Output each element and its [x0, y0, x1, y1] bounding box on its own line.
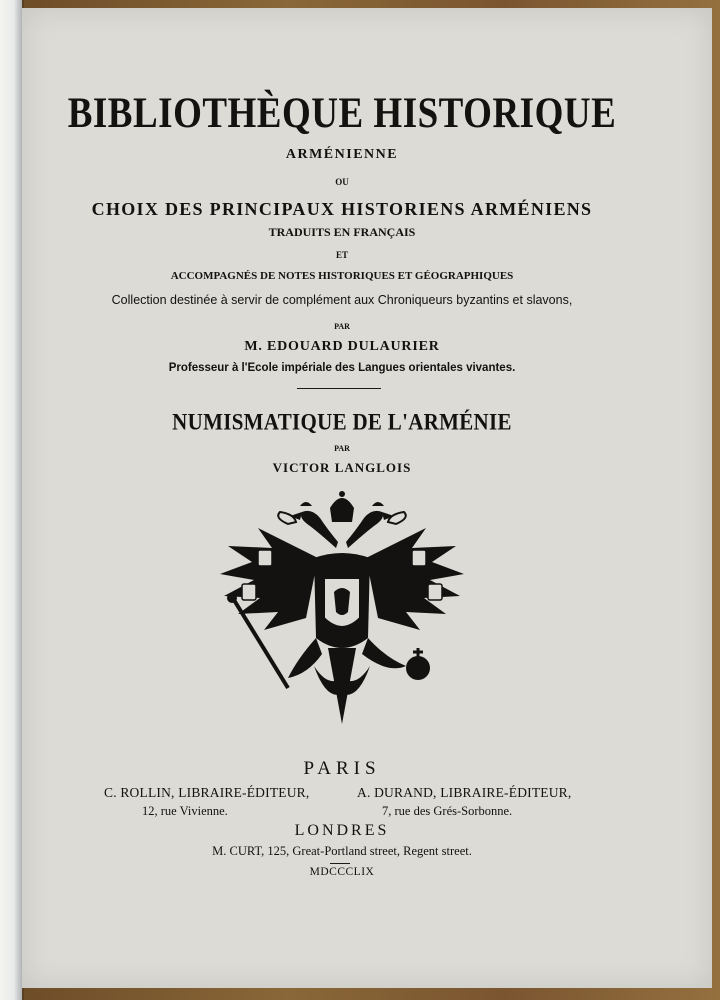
- series-author: M. EDOUARD DULAURIER: [244, 339, 440, 354]
- address-right: 7, rue des Grés-Sorbonne.: [382, 804, 513, 818]
- publisher-right: A. DURAND, LIBRAIRE-ÉDITEUR,: [357, 785, 572, 800]
- author-affiliation: Professeur à l'Ecole impériale des Langues orientales vivantes.: [168, 362, 516, 374]
- conjunction-ou: OU: [335, 177, 349, 187]
- publisher-left: C. ROLLIN, LIBRAIRE-ÉDITEUR,: [104, 785, 310, 800]
- publication-date: MDCCCLIX: [309, 866, 375, 878]
- par-label: PAR: [334, 322, 350, 331]
- volume-title: NUMISMATIQUE DE L'ARMÉNIE: [172, 408, 512, 435]
- volume-author: VICTOR LANGLOIS: [272, 460, 412, 475]
- city-londres: LONDRES: [294, 822, 390, 839]
- collection-line: Collection destinée à servir de complément aux Chroniqueurs byzantins et slavons,: [111, 293, 573, 307]
- notes-line: ACCOMPAGNÉS DE NOTES HISTORIQUES ET GÉOGRAPHIQUES: [170, 270, 514, 282]
- series-title: CHOIX DES PRINCIPAUX HISTORIENS ARMÉNIENS: [91, 199, 593, 219]
- london-publisher: M. CURT, 125, Great-Portland street, Regent street.: [212, 844, 472, 858]
- city-paris: PARIS: [303, 758, 381, 779]
- title-page: [22, 8, 712, 988]
- book-subtitle: ARMÉNIENNE: [285, 147, 399, 162]
- date-rule: [330, 863, 350, 864]
- address-left: 12, rue Vivienne.: [142, 804, 228, 818]
- par-label-2: PAR: [334, 444, 350, 453]
- book-title: BIBLIOTHÈQUE HISTORIQUE: [67, 89, 617, 138]
- translated-line: TRADUITS EN FRANÇAIS: [268, 225, 416, 239]
- divider-rule: [297, 388, 381, 389]
- conjunction-et: ET: [335, 250, 348, 260]
- double-headed-eagle-crest-icon: [218, 488, 466, 724]
